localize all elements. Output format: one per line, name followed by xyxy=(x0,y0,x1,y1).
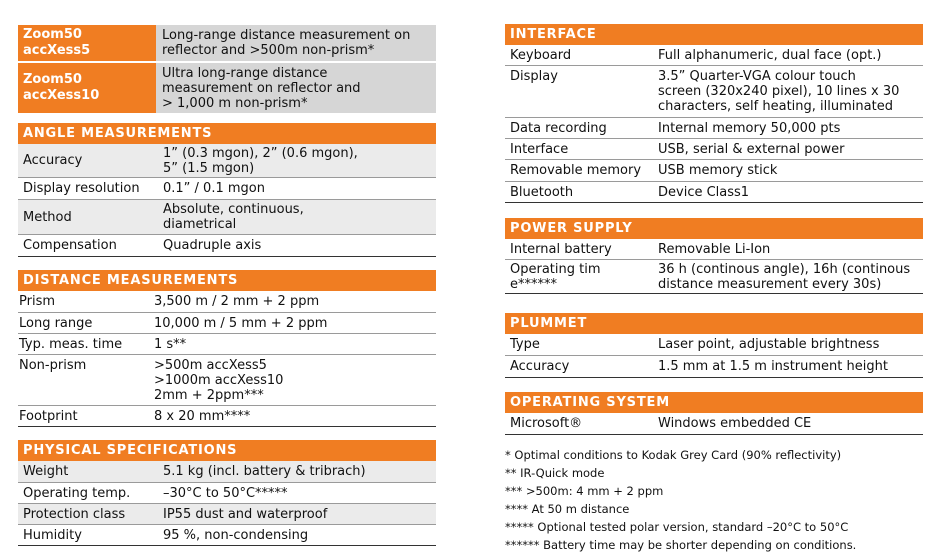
spec-label: Prism xyxy=(19,294,56,309)
spec-label: Long range xyxy=(19,315,93,331)
spec-label: Interface xyxy=(510,141,569,157)
footnote: ****** Battery time may be shorter depending on conditions. xyxy=(505,538,857,552)
spec-label: Removable memory xyxy=(510,163,642,178)
spec-value: 36 h (continous angle), 16h (continous distance measurement every 30s) xyxy=(658,261,911,292)
spec-row xyxy=(18,235,436,257)
model-table xyxy=(18,25,436,113)
spec-value: USB memory stick xyxy=(658,163,778,178)
spec-label: Operating temp. xyxy=(23,485,131,501)
spec-value: IP55 dust and waterproof xyxy=(163,506,328,522)
footnote: **** At 50 m distance xyxy=(505,502,630,516)
operating-system-section xyxy=(505,392,923,435)
spec-row xyxy=(505,356,923,378)
spec-value: 10,000 m / 5 mm + 2 ppm xyxy=(154,315,328,331)
spec-label: Display xyxy=(510,69,558,84)
section-header: INTERFACE xyxy=(505,24,923,45)
spec-row xyxy=(505,182,923,203)
footnote: ** IR-Quick mode xyxy=(505,466,605,480)
spec-row xyxy=(18,461,436,483)
spec-value: Quadruple axis xyxy=(163,238,262,253)
spec-row xyxy=(18,355,436,406)
spec-row xyxy=(505,66,923,118)
model-name: Zoom50 accXess5 xyxy=(18,25,156,61)
spec-label: Weight xyxy=(23,464,69,479)
spec-row xyxy=(505,118,923,139)
spec-row xyxy=(18,313,436,334)
spec-value: Removable Li-Ion xyxy=(658,241,771,257)
spec-label: Method xyxy=(23,209,72,225)
spec-value: Absolute, continuous, diametrical xyxy=(163,202,304,232)
section-header: OPERATING SYSTEM xyxy=(505,392,923,413)
section-header: PHYSICAL SPECIFICATIONS xyxy=(18,440,436,461)
left-column xyxy=(18,25,436,543)
plummet-section xyxy=(505,313,923,378)
spec-label: Accuracy xyxy=(23,153,83,168)
spec-value: 5.1 kg (incl. battery & tribrach) xyxy=(163,464,366,479)
spec-value: –30°C to 50°C***** xyxy=(163,485,288,501)
model-description: Long-range distance measurement on reflector and >500m non-prism* xyxy=(156,25,436,61)
spec-row xyxy=(18,178,436,200)
spec-row xyxy=(18,525,436,546)
spec-row xyxy=(18,483,436,504)
footnote: * Optimal conditions to Kodak Grey Card (90% reflectivity) xyxy=(505,448,842,462)
section-header: ANGLE MEASUREMENTS xyxy=(18,123,436,144)
spec-value: USB, serial & external power xyxy=(658,141,845,157)
spec-row xyxy=(505,160,923,182)
spec-row xyxy=(18,144,436,178)
spec-label: Compensation xyxy=(23,238,117,253)
spec-row xyxy=(18,200,436,235)
spec-value: >500m accXess5 >1000m accXess10 2mm + 2ppm*** xyxy=(154,358,284,403)
spec-label: Bluetooth xyxy=(510,184,574,200)
section-header: POWER SUPPLY xyxy=(505,218,923,239)
physical-specifications-section xyxy=(18,440,436,546)
spec-label: Accuracy xyxy=(510,359,570,374)
distance-measurements-section xyxy=(18,270,436,427)
model-name: Zoom50 accXess10 xyxy=(18,63,156,113)
spec-value: 3,500 m / 2 mm + 2 ppm xyxy=(154,294,320,309)
spec-value: 3.5” Quarter-VGA colour touch screen (320x240 pixel), 10 lines x 30 characters, self heating, illuminated xyxy=(658,69,900,114)
spec-label: Protection class xyxy=(23,506,126,522)
model-row xyxy=(18,25,436,61)
spec-row xyxy=(18,334,436,355)
spec-label: Non-prism xyxy=(19,358,87,373)
interface-section xyxy=(505,24,923,203)
spec-value: 95 %, non-condensing xyxy=(163,527,309,543)
spec-row xyxy=(505,45,923,66)
spec-row xyxy=(18,504,436,525)
spec-label: Typ. meas. time xyxy=(19,336,123,352)
spec-row xyxy=(505,260,923,294)
section-header: PLUMMET xyxy=(505,313,923,334)
spec-row xyxy=(505,413,923,435)
model-row xyxy=(18,63,436,113)
footnotes xyxy=(505,446,923,554)
spec-value: Windows embedded CE xyxy=(658,416,812,431)
spec-label: Microsoft® xyxy=(510,416,583,431)
spec-value: Laser point, adjustable brightness xyxy=(658,337,880,352)
spec-label: Display resolution xyxy=(23,181,140,196)
spec-value: 8 x 20 mm**** xyxy=(154,408,251,424)
angle-measurements-section xyxy=(18,123,436,257)
spec-value: 1” (0.3 mgon), 2” (0.6 mgon), 5” (1.5 mgon) xyxy=(163,145,358,176)
spec-label: Operating time****** xyxy=(510,261,601,292)
spec-row xyxy=(18,291,436,313)
footnote: ***** Optional tested polar version, standard –20°C to 50°C xyxy=(505,520,849,534)
spec-value: 1 s** xyxy=(154,336,187,352)
spec-label: Type xyxy=(510,337,540,352)
power-supply-section xyxy=(505,218,923,294)
model-description: Ultra long-range distance measurement on reflector and > 1,000 m non-prism* xyxy=(156,63,436,113)
spec-label: Keyboard xyxy=(510,47,572,63)
footnote: *** >500m: 4 mm + 2 ppm xyxy=(505,484,664,498)
spec-value: Internal memory 50,000 pts xyxy=(658,120,841,136)
spec-label: Footprint xyxy=(19,408,78,424)
spec-value: 1.5 mm at 1.5 m instrument height xyxy=(658,359,888,374)
spec-row xyxy=(505,139,923,160)
spec-value: 0.1” / 0.1 mgon xyxy=(163,181,265,196)
spec-row xyxy=(505,334,923,356)
spec-label: Data recording xyxy=(510,120,607,136)
spec-value: Full alphanumeric, dual face (opt.) xyxy=(658,47,882,63)
spec-value: Device Class1 xyxy=(658,184,750,200)
spec-row xyxy=(18,406,436,427)
spec-row xyxy=(505,239,923,260)
spec-label: Humidity xyxy=(23,527,82,543)
section-header: DISTANCE MEASUREMENTS xyxy=(18,270,436,291)
spec-label: Internal battery xyxy=(510,241,612,257)
